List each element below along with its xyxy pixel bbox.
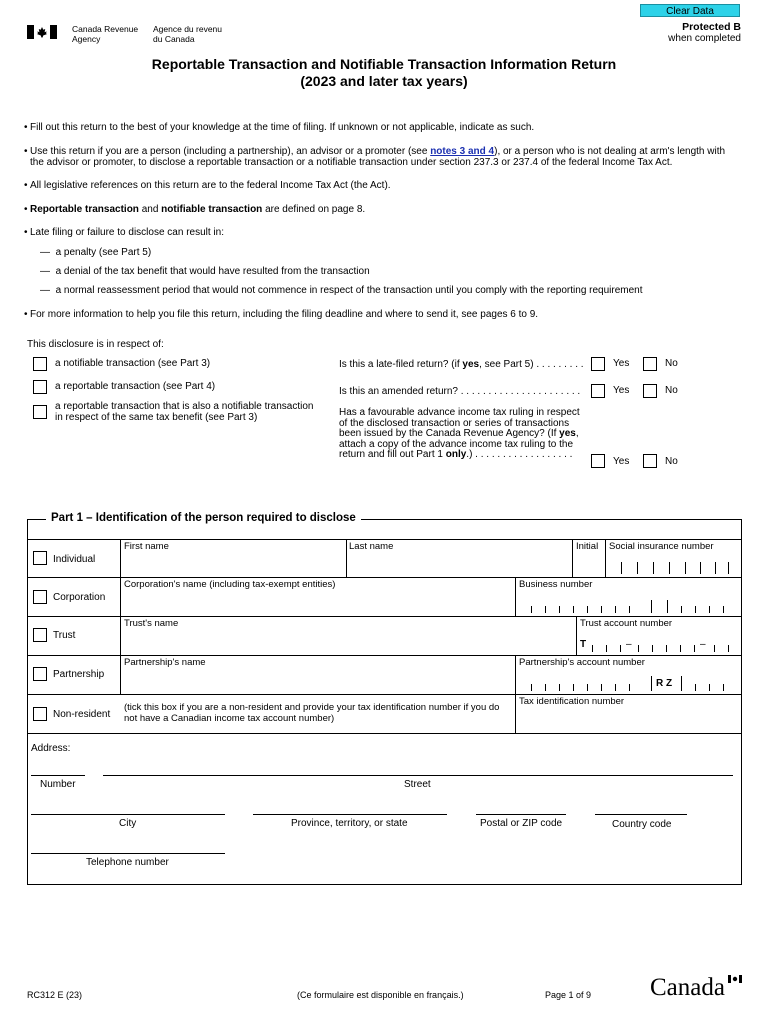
tin-label: Tax identification number bbox=[519, 696, 625, 707]
reportable-label: a reportable transaction (see Part 4) bbox=[55, 381, 216, 392]
late-filed-no-label: No bbox=[665, 358, 678, 369]
notifiable-checkbox[interactable] bbox=[33, 357, 47, 371]
partnership-checkbox[interactable] bbox=[33, 667, 47, 681]
ruling-yes-checkbox[interactable] bbox=[591, 454, 605, 468]
agency-name-en: Canada Revenue Agency bbox=[72, 24, 139, 44]
form-id: RC312 E (23) bbox=[27, 990, 83, 1000]
country-label: Country code bbox=[612, 819, 672, 830]
trust-account-input[interactable]: T – – bbox=[578, 631, 741, 653]
partnership-name-label: Partnership's name bbox=[124, 657, 206, 668]
late-filed-yes-checkbox[interactable] bbox=[591, 357, 605, 371]
nonresident-checkbox[interactable] bbox=[33, 707, 47, 721]
individual-label: Individual bbox=[53, 554, 96, 565]
business-number-label: Business number bbox=[519, 579, 593, 590]
corp-name-label: Corporation's name (including tax-exempt entities) bbox=[124, 579, 336, 590]
tin-input[interactable] bbox=[519, 709, 739, 731]
bullet-use-return: • Use this return if you are a person (including a partnership), an advisor or a promoter (see notes 3 and 4), or a person who is not dealing at arm's length with the advisor or promoter, to disclose a reportable transaction or a notifiable transaction under section 237.3 or 237.4 of the federal Income Tax Act. bbox=[24, 146, 726, 168]
ruling-yes-label: Yes bbox=[613, 456, 630, 467]
ruling-no-label: No bbox=[665, 456, 678, 467]
address-label: Address: bbox=[31, 743, 71, 754]
notes-link[interactable]: notes 3 and 4 bbox=[430, 146, 495, 157]
initial-input[interactable] bbox=[575, 554, 603, 574]
country-input[interactable] bbox=[595, 797, 687, 814]
when-completed-label: when completed bbox=[668, 33, 741, 44]
reportable-checkbox[interactable] bbox=[33, 380, 47, 394]
initial-label: Initial bbox=[576, 541, 599, 552]
partnership-label: Partnership bbox=[53, 669, 105, 680]
ruling-question: Has a favourable advance income tax ruling in respect of the disclosed transaction or series of transactions been issued by the Canada Revenue Agency? (If yes, attach a copy of the advance income tax ruling to the return and fill out Part 1 only.) . . . . . . . . . . . . . . . . . . bbox=[339, 407, 580, 460]
nonresident-label: Non-resident bbox=[53, 709, 111, 720]
trust-checkbox[interactable] bbox=[33, 628, 47, 642]
ruling-no-checkbox[interactable] bbox=[643, 454, 657, 468]
partnership-account-label: Partnership's account number bbox=[519, 657, 645, 668]
trust-name-label: Trust's name bbox=[124, 618, 179, 629]
business-number-input[interactable] bbox=[517, 592, 741, 614]
dash-reassessment: — a normal reassessment period that would not commence in respect of the transaction until you comply with the reporting requirement bbox=[40, 285, 643, 296]
agency-name-fr: Agence du revenu du Canada bbox=[153, 24, 222, 44]
street-label: Street bbox=[404, 779, 431, 790]
amended-yes-checkbox[interactable] bbox=[591, 384, 605, 398]
last-name-label: Last name bbox=[349, 541, 394, 552]
nonresident-note: (tick this box if you are a non-resident and provide your tax identification number if you do not have a Canadian income tax account number) bbox=[124, 702, 500, 724]
first-name-label: First name bbox=[124, 541, 169, 552]
page-number: Page 1 of 9 bbox=[545, 990, 592, 1000]
telephone-label: Telephone number bbox=[86, 857, 169, 868]
last-name-input[interactable] bbox=[350, 554, 568, 574]
telephone-input[interactable] bbox=[31, 836, 225, 853]
clear-data-button[interactable]: Clear Data bbox=[640, 4, 740, 17]
reportable-notifiable-checkbox[interactable] bbox=[33, 405, 47, 419]
late-filed-question: Is this a late-filed return? (if yes, see Part 5) . . . . . . . . . bbox=[339, 359, 584, 370]
reportable-notifiable-label: a reportable transaction that is also a notifiable transaction in respect of the same tax benefit (see Part 3) bbox=[55, 401, 314, 423]
individual-checkbox[interactable] bbox=[33, 551, 47, 565]
dash-penalty: — a penalty (see Part 5) bbox=[40, 247, 152, 258]
bullet-late-filing: • Late filing or failure to disclose can result in: bbox=[24, 227, 224, 238]
first-name-input[interactable] bbox=[124, 554, 342, 574]
bullet-more-info: • For more information to help you file this return, including the filing deadline and where to send it, see pages 6 to 9. bbox=[24, 309, 539, 320]
french-note: (Ce formulaire est disponible en français.) bbox=[297, 990, 464, 1000]
province-label: Province, territory, or state bbox=[291, 818, 408, 829]
amended-question: Is this an amended return? . . . . . . . . . . . . . . . . . . . . . . bbox=[339, 386, 581, 397]
province-input[interactable] bbox=[253, 797, 447, 814]
corp-name-input[interactable] bbox=[124, 592, 512, 614]
wordmark-flag-icon bbox=[728, 975, 742, 983]
sin-label: Social insurance number bbox=[609, 541, 714, 552]
postal-label: Postal or ZIP code bbox=[480, 818, 563, 829]
late-filed-yes-label: Yes bbox=[613, 358, 630, 369]
partnership-account-input[interactable]: R Z bbox=[517, 670, 741, 692]
postal-input[interactable] bbox=[476, 797, 566, 814]
bullet-fill-out: • Fill out this return to the best of your knowledge at the time of filing. If unknown or not applicable, indicate as such. bbox=[24, 122, 535, 133]
protected-label: Protected B bbox=[682, 21, 741, 33]
form-title: Reportable Transaction and Notifiable Transaction Information Return bbox=[151, 56, 617, 72]
disclosure-intro: This disclosure is in respect of: bbox=[27, 339, 164, 350]
trust-name-input[interactable] bbox=[124, 631, 572, 653]
notifiable-label: a notifiable transaction (see Part 3) bbox=[55, 358, 211, 369]
city-input[interactable] bbox=[31, 797, 225, 814]
canada-flag-icon bbox=[27, 25, 57, 39]
bullet-definitions: • Reportable transaction and notifiable transaction are defined on page 8. bbox=[24, 204, 366, 215]
late-filed-no-checkbox[interactable] bbox=[643, 357, 657, 371]
number-input[interactable] bbox=[31, 758, 85, 775]
dash-denial: — a denial of the tax benefit that would have resulted from the transaction bbox=[40, 266, 370, 277]
amended-yes-label: Yes bbox=[613, 385, 630, 396]
part1-heading: Part 1 – Identification of the person required to disclose bbox=[46, 512, 361, 524]
corporation-label: Corporation bbox=[53, 592, 106, 603]
amended-no-label: No bbox=[665, 385, 678, 396]
city-label: City bbox=[119, 818, 137, 829]
trust-label: Trust bbox=[53, 630, 76, 641]
street-input[interactable] bbox=[103, 758, 733, 775]
corporation-checkbox[interactable] bbox=[33, 590, 47, 604]
number-label: Number bbox=[40, 779, 76, 790]
bullet-legislative: • All legislative references on this return are to the federal Income Tax Act (the Act). bbox=[24, 180, 391, 191]
trust-account-label: Trust account number bbox=[580, 618, 673, 629]
form-subtitle: (2023 and later tax years) bbox=[300, 73, 468, 89]
amended-no-checkbox[interactable] bbox=[643, 384, 657, 398]
partnership-name-input[interactable] bbox=[124, 670, 512, 692]
canada-wordmark: Canada bbox=[650, 974, 725, 1001]
sin-input[interactable] bbox=[607, 554, 740, 574]
